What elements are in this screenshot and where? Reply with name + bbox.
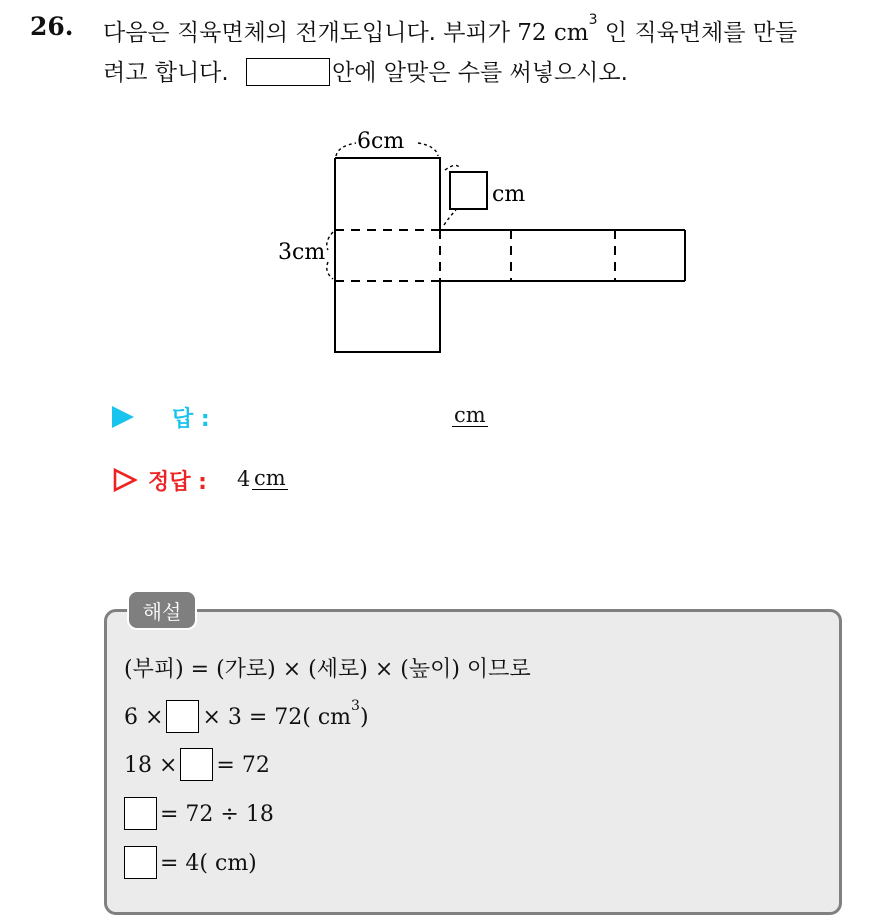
correct-answer-label: 정답 : — [148, 470, 207, 495]
net-label-box-unit: cm — [492, 182, 526, 207]
correct-answer-unit: cm — [254, 466, 286, 490]
solution-text: = 72 — [216, 753, 270, 778]
net-bottom-face — [335, 281, 440, 352]
solution-exponent: 3 — [351, 698, 360, 714]
net-label-top: 6cm — [357, 129, 405, 154]
cuboid-net-diagram — [0, 0, 884, 400]
net-label-left: 3cm — [278, 240, 326, 265]
question-volume-unit: cm — [553, 20, 589, 46]
question-volume: 72 — [517, 20, 547, 46]
net-dimension-arc-top — [336, 143, 356, 156]
question-text-part: 인 직육면체를 만들 — [597, 20, 798, 46]
solution-text: × 3 = 72( cm — [202, 705, 352, 730]
net-dimension-arc-box — [444, 210, 456, 225]
solution-line-3 — [124, 748, 270, 781]
solution-blank-box — [124, 797, 157, 830]
solution-blank-box — [180, 748, 213, 781]
question-text-part: 다음은 직육면체의 전개도입니다. 부피가 — [103, 20, 518, 46]
solution-text: 18 × — [124, 753, 178, 778]
net-dimension-arc-left — [327, 262, 333, 279]
solution-tab: 해설 — [127, 590, 197, 630]
answer-label: 답 : — [172, 407, 210, 432]
correct-answer-value: 4 — [237, 467, 251, 491]
net-dimension-arc-box — [445, 165, 460, 170]
net-top-face — [335, 158, 440, 230]
question-text-part: 려고 합니다. — [103, 60, 237, 86]
question-volume-exponent: 3 — [588, 12, 598, 28]
solution-line-4 — [124, 797, 274, 830]
solution-text: ) — [359, 705, 369, 730]
solution-blank-box — [166, 700, 199, 733]
solution-text: 6 × — [124, 705, 164, 730]
solution-line-1: (부피) = (가로) × (세로) × (높이) 이므로 — [124, 657, 531, 682]
solution-blank-box — [124, 846, 157, 879]
answer-marker-icon — [112, 406, 134, 428]
net-dimension-arc-top — [418, 143, 438, 156]
net-dimension-arc-left — [327, 232, 333, 250]
answer-unit: cm — [454, 403, 486, 427]
solution-line-5 — [124, 846, 257, 879]
question-text-part: 안에 알맞은 수를 써넣으시오. — [332, 60, 628, 86]
net-unknown-box — [450, 172, 487, 209]
solution-line-2 — [124, 700, 369, 733]
correct-marker-icon — [112, 467, 138, 493]
solution-text: = 72 ÷ 18 — [160, 802, 274, 827]
question-number: 26. — [30, 12, 74, 41]
solution-text: = 4( cm) — [160, 851, 257, 876]
